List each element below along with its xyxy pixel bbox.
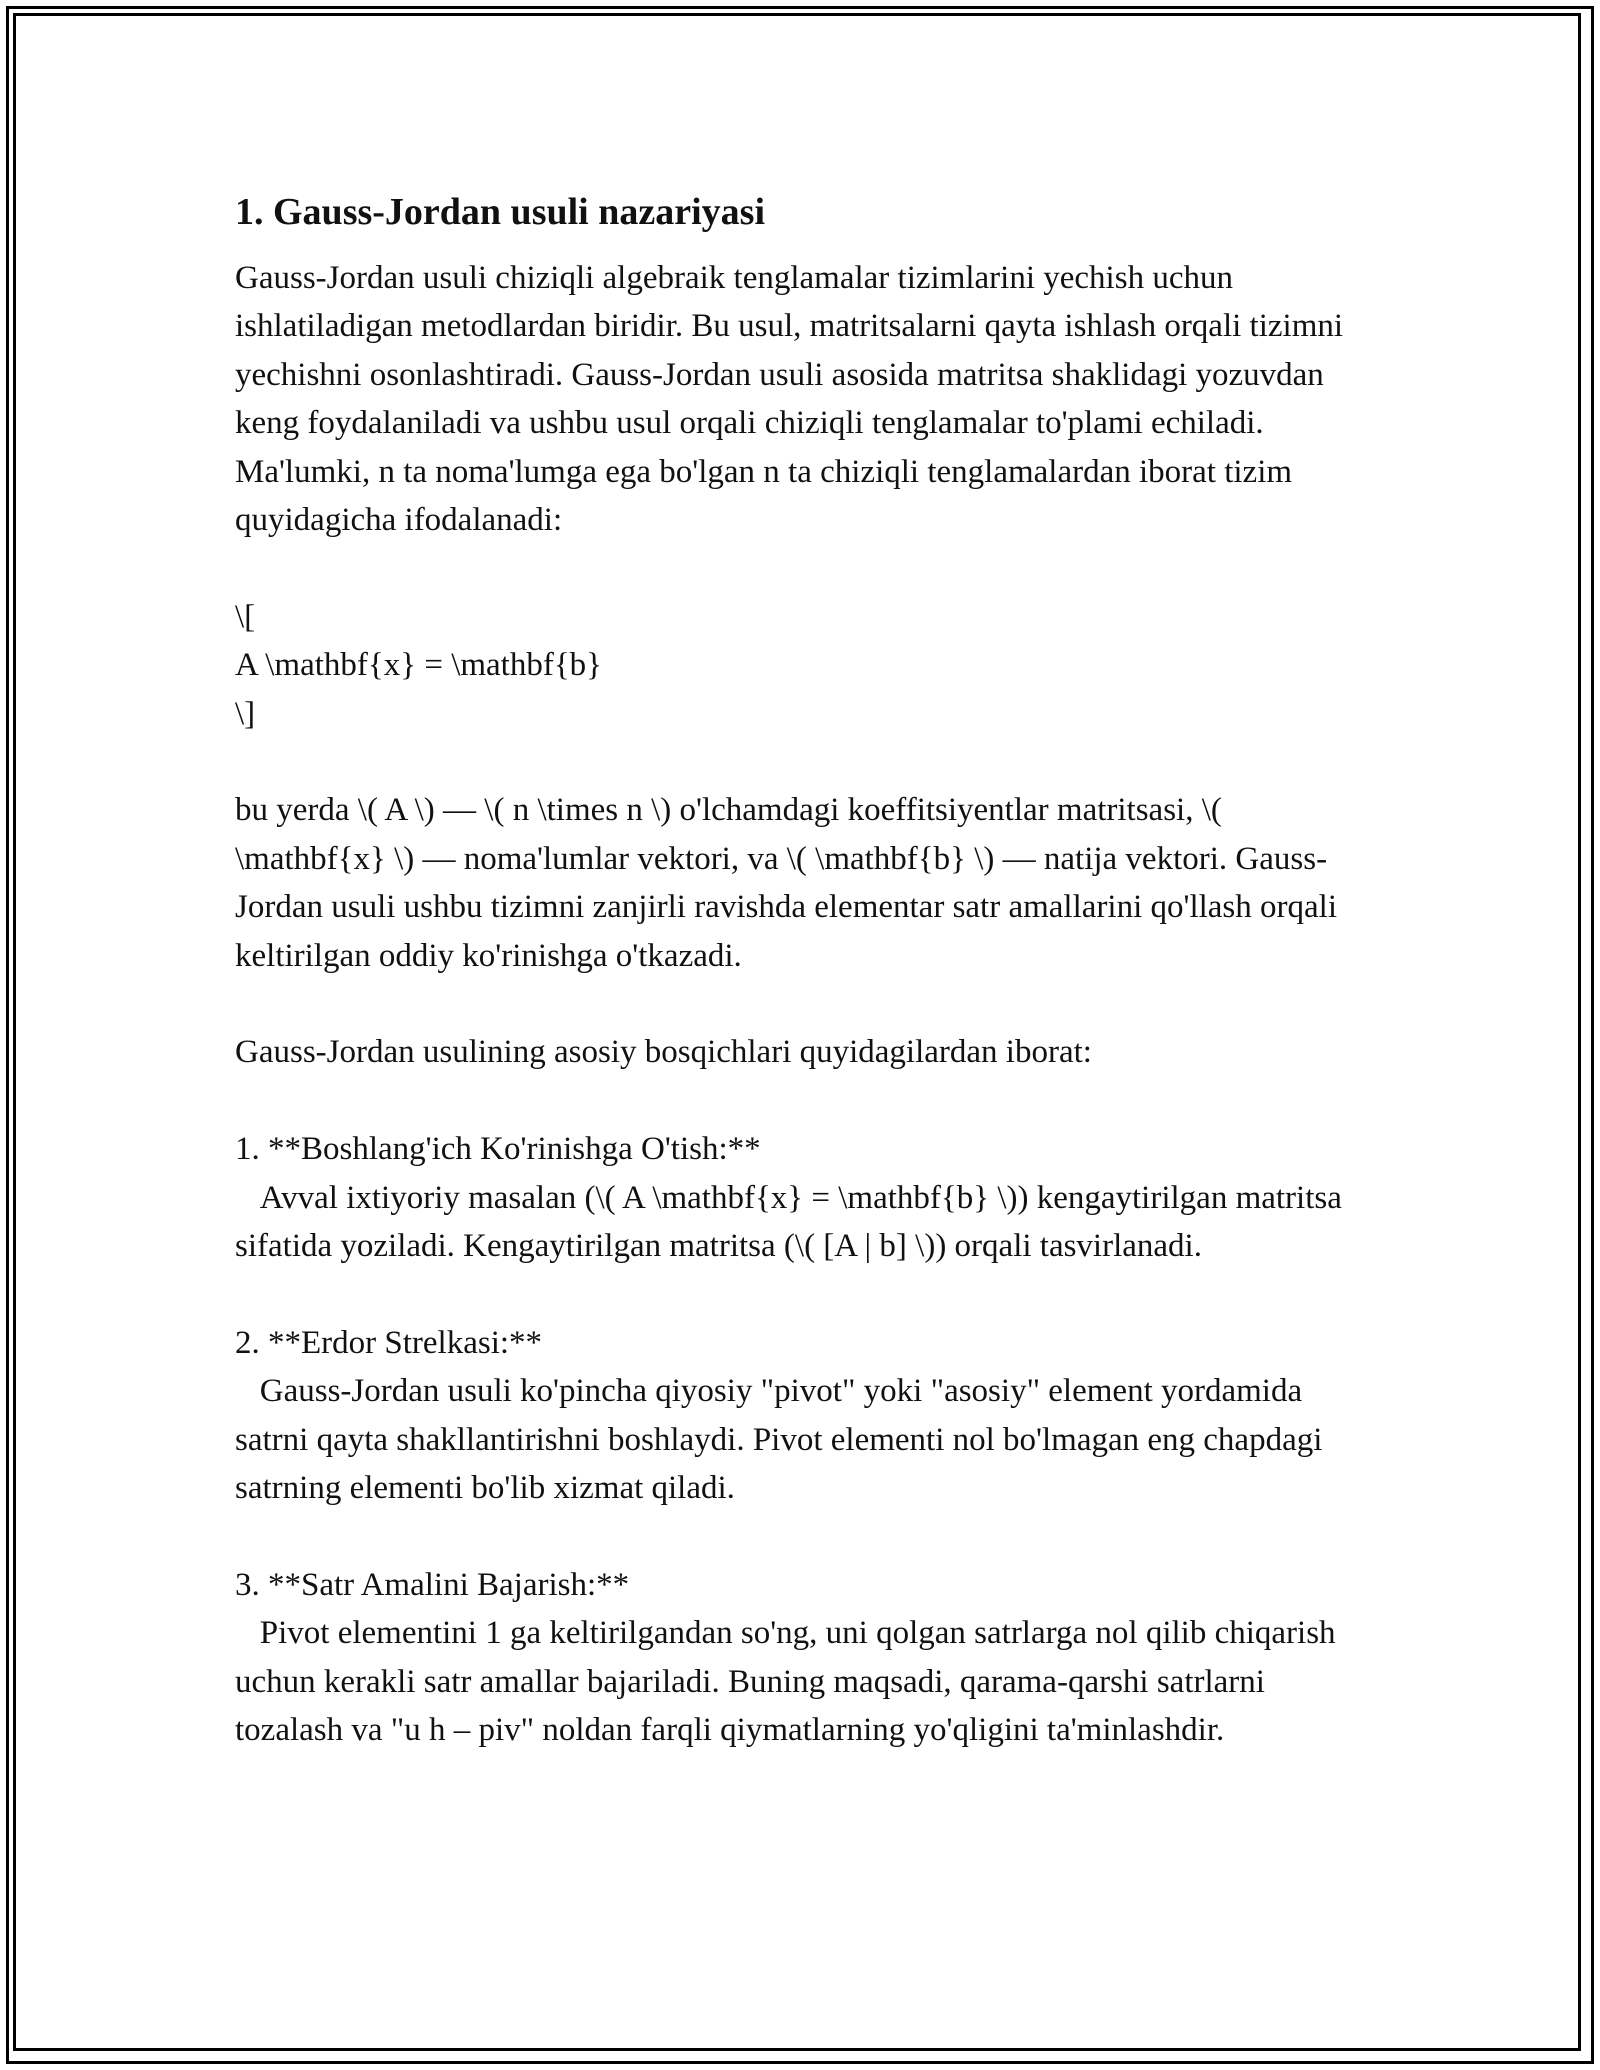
intro-paragraph: Gauss-Jordan usuli chiziqli algebraik tenglamalar tizimlarini yechish uchun ishlatiladigan metodlardan biridir. Bu usul, matritsalarni qayta ishlash orqali tizimni yechishni osonlashtiradi. Gauss-Jordan usuli asosida matritsa shaklidagi yozuvdan keng foydalaniladi va ushbu usul orqali chiziqli tenglamalar to'plami echiladi. Ma'lumki, n ta noma'lumga ega bo'lgan n ta chiziqli tenglamalardan iborat tizim quyidagicha ifodalanadi: — [235, 260, 1344, 539]
step-title: 2. **Erdor Strelkasi:** — [235, 1324, 543, 1361]
equation-close: \] — [235, 695, 256, 732]
step-item — [235, 1125, 1375, 1270]
display-equation — [235, 593, 1375, 738]
step-item — [235, 1319, 1375, 1513]
equation-body: A \mathbf{x} = \mathbf{b} — [235, 647, 603, 684]
explanation-paragraph: bu yerda \( A \) — \( n \times n \) o'lchamdagi koeffitsiyentlar matritsasi, \( \mathbf{x} \) — noma'lumlar vektori, va \( \mathbf{b} \) — natija vektori. Gauss-Jordan usuli ushbu tizimni zanjirli ravishda elementar satr amallarini qo'llash orqali keltirilgan oddiy ko'rinishga o'tkazadi. — [235, 792, 1337, 974]
equation-open: \[ — [235, 598, 256, 635]
steps-intro: Gauss-Jordan usulining asosiy bosqichlari quyidagilardan iborat: — [235, 1034, 1092, 1071]
step-text: Gauss-Jordan usuli ko'pincha qiyosiy "pivot" yoki "asosiy" element yordamida satrni qayta shakllantirishni boshlaydi. Pivot elementi nol bo'lmagan eng chapdagi satrning elementi bo'lib xizmat qiladi. — [235, 1373, 1331, 1507]
step-item — [235, 1561, 1375, 1755]
step-title: 3. **Satr Amalini Bajarish:** — [235, 1566, 630, 1603]
document-body — [235, 188, 1375, 1755]
spacer — [235, 544, 1375, 592]
step-title: 1. **Boshlang'ich Ko'rinishga O'tish:** — [235, 1131, 761, 1168]
spacer — [235, 1270, 1375, 1318]
spacer — [235, 738, 1375, 786]
spacer — [235, 1077, 1375, 1125]
spacer — [235, 980, 1375, 1028]
step-text: Avval ixtiyoriy masalan (\( A \mathbf{x} = \mathbf{b} \)) kengaytirilgan matritsa sifatida yoziladi. Kengaytirilgan matritsa (\( [A | b] \)) orqali tasvirlanadi. — [235, 1179, 1351, 1265]
step-text: Pivot elementini 1 ga keltirilgandan so'ng, uni qolgan satrlarga nol qilib chiqarish uchun kerakli satr amallar bajariladi. Buning maqsadi, qarama-qarshi satrlarni tozalash va "u h – piv" noldan farqli qiymatlarning yo'qligini ta'minlashdir. — [235, 1615, 1344, 1749]
section-heading: 1. Gauss-Jordan usuli nazariyasi — [235, 191, 765, 233]
spacer — [235, 1512, 1375, 1560]
